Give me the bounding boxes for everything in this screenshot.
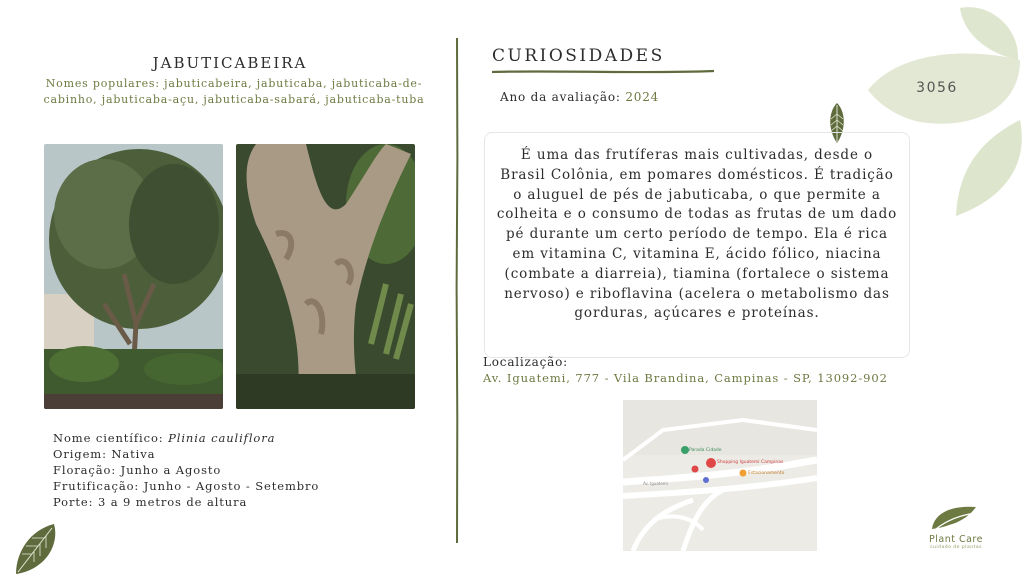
tree-photo bbox=[44, 144, 223, 409]
map-pin-icon bbox=[706, 458, 716, 468]
scientific-label: Nome científico: bbox=[53, 431, 169, 445]
year-value: 2024 bbox=[625, 90, 660, 104]
plant-title: JABUTICABEIRA bbox=[152, 54, 308, 72]
column-divider bbox=[455, 38, 459, 543]
map-label: Parada Cidade bbox=[689, 448, 722, 453]
origin-line: Origem: Nativa bbox=[53, 447, 156, 461]
plant-care-logo bbox=[930, 503, 982, 533]
size-line: Porte: 3 a 9 metros de altura bbox=[53, 495, 248, 509]
map-road-label: Av. Iguatemi bbox=[643, 481, 668, 486]
location-address: Av. Iguatemi, 777 - Vila Brandina, Campinas - SP, 13092-902 bbox=[483, 371, 888, 385]
map-pin-icon bbox=[692, 466, 699, 473]
brand-tagline: cuidado de plantas bbox=[930, 545, 982, 550]
evaluation-year bbox=[500, 90, 659, 104]
curiosities-title: CURIOSIDADES bbox=[492, 46, 665, 66]
scientific-name-line bbox=[53, 430, 319, 446]
plant-facts bbox=[53, 430, 319, 510]
year-label: Ano da avaliação: bbox=[500, 90, 626, 104]
map-label: Shopping Iguatemi Campinas bbox=[717, 460, 784, 465]
flowering-line: Floração: Junho a Agosto bbox=[53, 463, 222, 477]
map-pin-icon bbox=[703, 477, 709, 483]
curiosity-text: É uma das frutíferas mais cultivadas, desde o Brasil Colônia, em pomares domésticos. É tradição o aluguel de pés de jabuticaba, o que permite a colheita e o consumo de todas as frutas de um dado pé durante um certo período de tempo. Ela é rica em vitamina C, vitamina E, ácido fólico, niacina (combate a diarreia), tiamina (fortalece o sistema nervoso) e riboflavina (acelera o metabolismo das gorduras, açúcares e proteínas. bbox=[496, 147, 898, 322]
popular-names: Nomes populares: jabuticabeira, jabuticaba, jabuticaba-de-cabinho, jabuticaba-açu, jabuticaba-sabará, jabuticaba-tuba bbox=[43, 77, 425, 106]
scientific-name: Plinia cauliflora bbox=[168, 431, 276, 445]
location-label: Localização: bbox=[483, 355, 568, 369]
trunk-photo bbox=[236, 144, 415, 409]
brand-name: Plant Care bbox=[929, 534, 983, 545]
title-underline bbox=[492, 68, 714, 76]
map-label: Estacionamento bbox=[748, 471, 785, 476]
plant-code-badge: 3056 bbox=[916, 80, 958, 96]
map-pin-icon bbox=[681, 446, 689, 454]
location-map[interactable] bbox=[623, 400, 817, 551]
fruiting-line: Frutificação: Junho - Agosto - Setembro bbox=[53, 479, 320, 493]
leaf-decoration-bottom-left bbox=[10, 522, 60, 576]
map-pin-icon bbox=[740, 470, 747, 477]
